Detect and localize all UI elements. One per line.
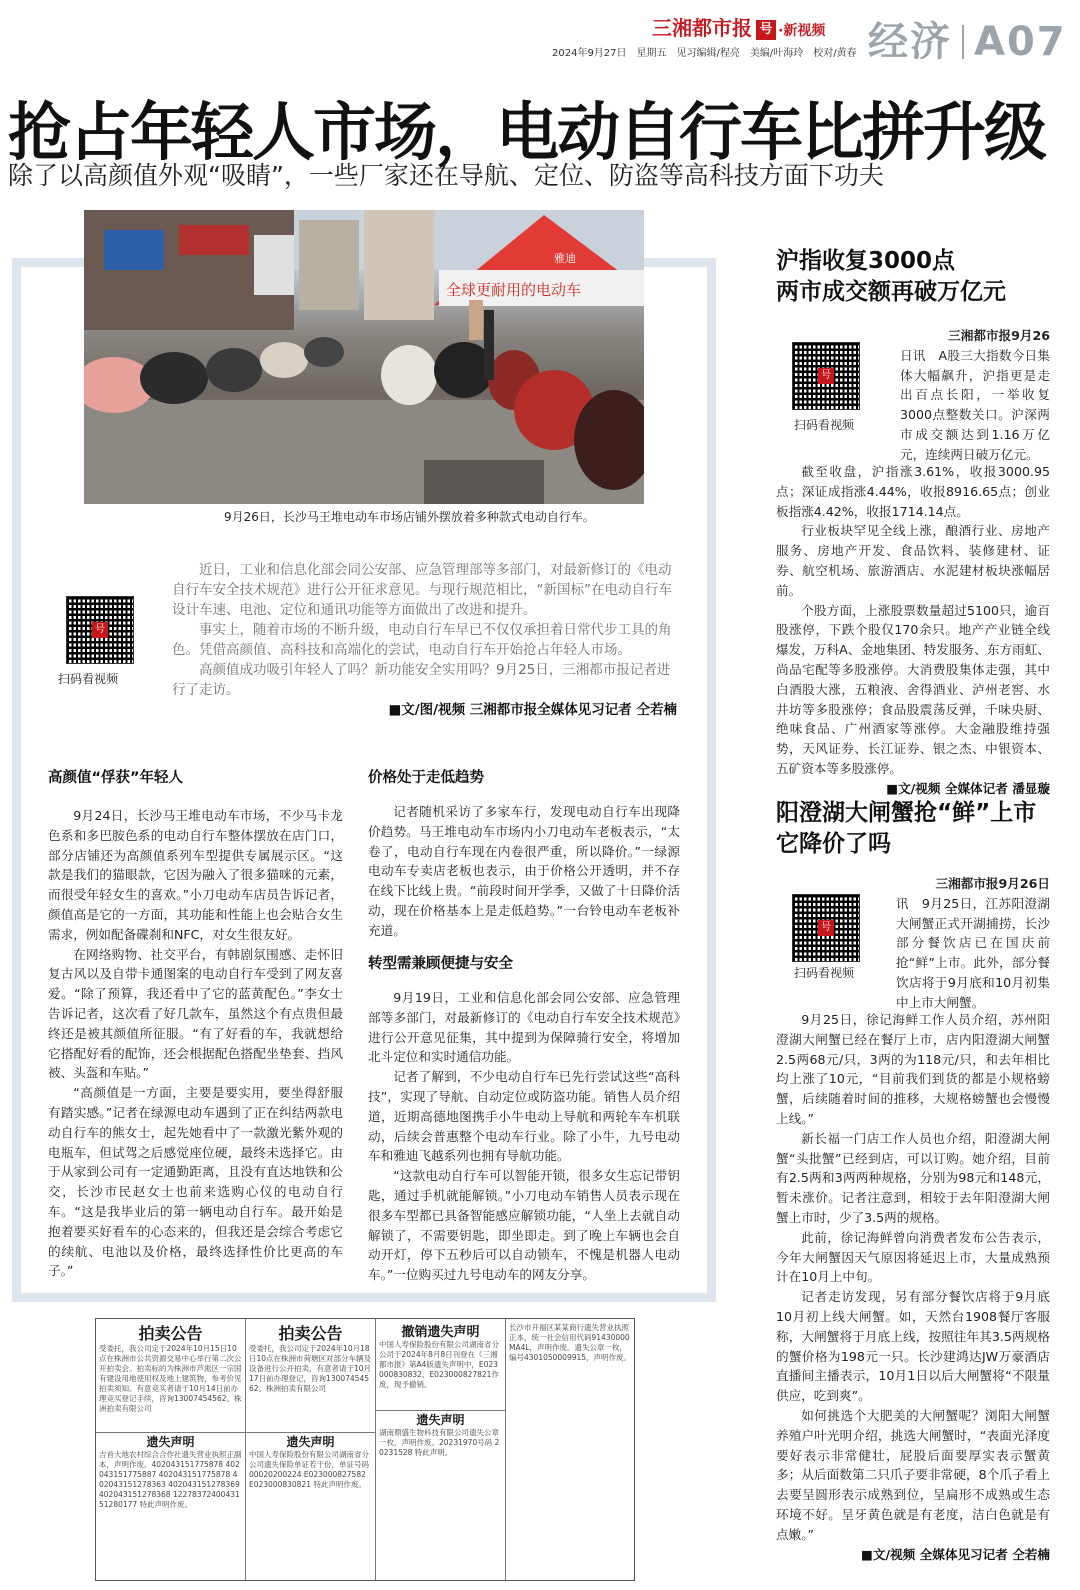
ad-column-1 — [96, 1319, 246, 1580]
story3-headline-line1: 阳澄湖大闸蟹抢“鲜”上市 — [776, 800, 1037, 826]
body-paragraph: 个股方面，上涨股票数量超过5100只，逾百股涨停，下跌个股仅170余只。地产产业链全线爆发，万科A、金地集团、特发服务、东方雨虹、尚品宅配等多股涨停。大消费股集体走强，其中白酒股大涨，五粮液、舍得酒业、泸州老窖、水井坊等多股涨停；食品股震荡反弹，千味央厨、绝味食品、广州酒家等涨停。大金融股维持强势，天风证券、长江证券、银之杰、中银资本、五矿资本等多股涨停。 — [776, 602, 1050, 776]
story2-dateline: 三湘都市报9月26 — [948, 328, 1050, 343]
mid-col-heading-2: 转型需兼顾便捷与安全 — [368, 956, 513, 972]
lead-paragraphs — [172, 560, 677, 720]
classified-ads — [95, 1318, 635, 1581]
section-label — [868, 10, 1067, 67]
body-paragraph: “高颜值是一方面，主要是要实用，要坐得舒服有踏实感。”记者在绿源电动车遇到了正在纠结两款电动自行车的熊女士，起先她看中了一款激光紫外观的电瓶车，但试驾之后感觉座位硬，最终未选择它。由于从家到公司有一定通勤距离，且没有直达地铁和公交，长沙市民赵女士也前来选购心仪的电动自行车。“这是我毕业后的第一辆电动自行车。最开始是抱着要买好看车的心态来的，但我还是会综合考虑它的续航、电池以及价格，最终选择性价比更高的车子。” — [48, 1085, 343, 1279]
qr-caption: 扫码看视频 — [794, 418, 855, 432]
qr-code-block[interactable] — [52, 588, 148, 684]
ad-subtitle: 遗失声明 — [96, 1432, 245, 1450]
body-paragraph: 此前，徐记海鲜曾向消费者发布公告表示，今年大闸蟹因天气原因将延迟上市，大量成熟预计在10月上中旬。 — [776, 1229, 1050, 1285]
ad-text: 湖南鼎盛生物科技有限公司遗失公章一枚，声明作废。20231970号码 20231528 特此声明。 — [379, 1428, 500, 1457]
body-paragraph: 记者了解到，不少电动自行车已先行尝试这些“高科技”，实现了导航、自动定位或防盗功能。销售人员介绍道，近期高德地图携手小牛电动上导航和两轮车车机联动，后续会普惠整个电动车行业。除了小牛，九号电动车和雅迪飞越系列也拥有导航功能。 — [368, 1069, 680, 1164]
body-paragraph: 记者随机采访了多家车行，发现电动自行车出现降价趋势。马王堆电动车市场内小刀电动车老板表示，“太卷了，电动自行车现在内卷很严重，所以降价。”一绿源电动车专卖店老板也表示，由于价格公开透明，并不存在线下比线上贵。“前段时间开学季，又做了十日降价活动，现在价格基本上是走低趋势。”一台铃电动车老板补充道。 — [368, 804, 680, 938]
story2-intro — [900, 326, 1050, 465]
body-paragraph: 9月25日，徐记海鲜工作人员介绍，苏州阳澄湖大闸蟹已经在餐厅上市，店内阳澄湖大闸蟹2.5两68元/只，3两的为118元/只，和去年相比均上涨了10元，“目前我们到货的都是小规格螃蟹，后续随着时间的推移，大规格螃蟹也会慢慢上线。” — [776, 1012, 1050, 1126]
story3-headline — [776, 798, 1036, 860]
section-divider — [962, 25, 964, 59]
body-paragraph: 截至收盘，沪指涨3.61%，收报3000.95点；深证成指涨4.44%，收报8916.65点；创业板指涨4.42%，收报1714.14点。 — [776, 464, 1050, 519]
qr-code-icon[interactable] — [66, 596, 134, 664]
story2-headline-line1: 沪指收复3000点 — [776, 248, 956, 274]
ad-column-2 — [246, 1319, 376, 1580]
photo-caption: 9月26日，长沙马王堆电动车市场店铺外摆放着多种款式电动自行车。 — [224, 510, 595, 524]
mid-col-heading-1: 价格处于走低趋势 — [368, 770, 484, 786]
qr-caption: 扫码看视频 — [794, 966, 855, 980]
issue-meta: 2024年9月27日 星期五 见习编辑/程亮 美编/叶海玲 校对/黄春 — [552, 48, 857, 59]
section-name: 经济 — [868, 19, 952, 65]
story3-qr-block[interactable] — [776, 888, 884, 988]
lead-paragraph: 高颜值成功吸引年轻人了吗？新功能安全实用吗？9月25日，三湘都市报记者进行了走访。 — [172, 662, 671, 698]
left-col-heading: 高颜值“俘获”年轻人 — [48, 770, 184, 786]
main-headline: 抢占年轻人市场，电动自行车比拼升级 — [8, 96, 1045, 169]
ad-text: 吉首大地农村综合合作社遗失营业执照正副本，声明作废。402043151775878 402043151775887 402043151775878 402043151278363 402043151278369 402043151278368 1227837240043151280177 特此声明作废。 — [99, 1450, 242, 1509]
body-paragraph: 在网络购物、社交平台，有韩剧氛围感、走怀旧复古风以及自带卡通图案的电动自行车受到了网友喜爱。“除了预算，我还看中了它的蓝黄配色。”李女士告诉记者，这次看了好几款车，虽然这个有点贵但最终还是被其颜值所征服。“有了好看的车，我就想给它搭配好看的配饰，还会根据配色搭配坐垫套、挡风被、头盔和车贴。” — [48, 946, 343, 1081]
story2-headline-line2: 两市成交额再破万亿元 — [776, 279, 1006, 305]
ad-title: 拍卖公告 — [278, 1324, 343, 1343]
lead-paragraph: 近日，工业和信息化部会同公安部、应急管理部等多部门，对最新修订的《电动自行车安全技术规范》进行公开征求意见。与现行规范相比，“新国标”在电动自行车设计车速、电池、定位和通讯功能等方面做出了改进和提升。 — [172, 562, 672, 618]
ad-text: 长沙市开福区某某商行遗失营业执照正本，统一社会信用代码91430000MA4L，声明作废。遗失公章一枚，编号4301050009915，声明作废。 — [509, 1323, 632, 1362]
paper-name: 三湘都市报 — [652, 16, 752, 40]
app-logo-icon: 号 — [756, 20, 776, 40]
main-subheadline: 除了以高颜值外观“吸睛”，一些厂家还在导航、定位、防盗等高科技方面下功夫 — [8, 161, 884, 190]
story3-intro — [896, 874, 1050, 1013]
page-number: A07 — [974, 19, 1067, 65]
story3-byline: ■文/视频 全媒体见习记者 仝若楠 — [861, 1546, 1050, 1562]
body-paragraph: “这款电动自行车可以智能开锁，很多女生忘记带钥匙，通过手机就能解锁。”小刀电动车销售人员表示现在很多车型都已具备智能感应解锁功能，“人坐上去就自动解锁了，不需要钥匙，即坐即走。到了晚上车辆也会自动开灯，停下五秒后可以自动锁车，不愧是机器人电动车。”一位购买过九号电动车的网友分享。 — [368, 1168, 680, 1283]
ad-column-3 — [376, 1319, 506, 1580]
qr-center-logo: 号 — [92, 622, 108, 638]
story2-headline — [776, 246, 1006, 308]
story2-qr-block[interactable] — [776, 336, 884, 436]
body-paragraph: 9月24日，长沙马王堆电动车市场，不少马卡龙色系和多巴胺色系的电动自行车整体摆放在店门口，部分店铺还为高颜值系列车型提供专属展示区。“这款是我们的猫眼款，它因为融入了很多猫咪的元素，而很受年轻女生的喜欢。”小刀电动车店员告诉记者，颜值高是它的一方面，其功能和性能上也会贴合女生需求，例如配备碟刹和NFC，对女生很友好。 — [48, 808, 343, 942]
left-col-body — [48, 806, 343, 1281]
newspaper-brand — [652, 12, 825, 41]
story3-body — [776, 1010, 1050, 1564]
body-paragraph: 9月19日，工业和信息化部会同公安部、应急管理部等多部门，对最新修订的《电动自行车安全技术规范》进行公开意见征集，其中提到为保障骑行安全，将增加北斗定位和实时通信功能。 — [368, 990, 680, 1065]
story3-intro-text: 讯 9月25日，江苏阳澄湖大闸蟹正式开湖捕捞，长沙部分餐饮店已在国庆前抢“鲜”上市。此外，部分餐饮店将于9月底和10月初集中上市大闸蟹。 — [896, 895, 1050, 1010]
body-paragraph: 记者走访发现，另有部分餐饮店将于9月底10月初上线大闸蟹。如，天然台1908餐厅客服称，大闸蟹将于月底上线，按照往年其3.5两规格的蟹价格为198元一只。长沙建鸿达JW万豪酒店直播间主播表示，10月1日以后大闸蟹将“不限量供应，吃到爽”。 — [776, 1289, 1050, 1404]
tent-brand: 雅迪 — [554, 253, 576, 265]
qr-center-logo: 号 — [818, 368, 834, 384]
story2-byline: ■文/视频 全媒体记者 潘显璇 — [886, 780, 1050, 796]
photo-illustration — [84, 210, 644, 504]
mid-col-body-1 — [368, 802, 680, 941]
lead-paragraph: 事实上，随着市场的不断升级，电动自行车早已不仅仅承担着日常代步工具的角色。凭借高颜值、高科技和高端化的尝试，电动自行车开始抢占年轻人市场。 — [172, 622, 672, 658]
ad-title: 拍卖公告 — [138, 1324, 203, 1343]
ad-subtitle: 遗失声明 — [246, 1432, 375, 1450]
qr-code-icon[interactable] — [792, 342, 860, 410]
story2-intro-text: 日讯 A股三大指数今日集体大幅飙升，沪指更是走出百点长阳，一举收复3000点整数关口。沪深两市成交额达到1.16万亿元，连续两日破万亿元。 — [900, 347, 1050, 462]
ad-text: 中国人寿保险股份有限公司湖南省分公司遗失保险单证若干份，单证号码00020200224 E023000827582 E023000830821 特此声明作废。 — [249, 1450, 369, 1489]
mid-col-body-2 — [368, 988, 680, 1285]
ad-text: 受委托，我公司定于2024年10月15日10点在株洲市公共资源交易中心举行第二次公开拍卖会。拍卖标的为株洲市芦淞区一宗国有建设用地使用权及地上建筑物，参考价见拍卖须知。有意竞买者请于10月14日前办理竞买登记手续，咨询13007454562。株洲拍卖有限公司 — [99, 1344, 242, 1413]
body-paragraph: 新长福一门店工作人员也介绍，阳澄湖大闸蟹“头批蟹”已经到店，可以订购。她介绍，目前有2.5两和3两两种规格，分别为98元和148元，暂未涨价。记者注意到，相较于去年阳澄湖大闸蟹上市时，少了3.5两的规格。 — [776, 1130, 1050, 1225]
body-paragraph: 如何挑选个大肥美的大闸蟹呢？浏阳大闸蟹养殖户叶光明介绍，挑选大闸蟹时，“表面光泽度要好表示非常健壮，屁股后面要厚实表示蟹黄多；从后面数第二只爪子要非常硬，8个爪子看上去要呈圆形表示成熟到位，呈扁形不成熟或生态环境不好。呈牙黄色就是有老度，洁白色就是有点嫩。” — [776, 1407, 1050, 1542]
lead-byline: ■文/图/视频 三湘都市报全媒体见习记者 仝若楠 — [388, 702, 677, 718]
ad-column-4 — [506, 1319, 636, 1580]
qr-center-logo: 号 — [818, 920, 834, 936]
story-photo — [84, 210, 644, 504]
body-paragraph: 行业板块罕见全线上涨，酿酒行业、房地产服务、房地产开发、食品饮料、装修建材、证券、航空机场、旅游酒店、水泥建材板块涨幅居前。 — [776, 523, 1050, 598]
ad-subtitle: 遗失声明 — [376, 1410, 505, 1428]
tent-slogan: 全球更耐用的电动车 — [446, 282, 582, 299]
qr-caption: 扫码看视频 — [58, 672, 119, 686]
qr-code-icon[interactable] — [792, 894, 860, 962]
app-name: ·新视频 — [778, 23, 826, 39]
ad-text: 受委托，我公司定于2024年10月18日10点在株洲市荷塘区对部分车辆及设备进行公开拍卖，有意者请于10月17日前办理登记，咨询13007454562。株洲拍卖有限公司 — [249, 1344, 372, 1393]
story3-dateline: 三湘都市报9月26日 — [935, 876, 1050, 891]
ad-title: 撤销遗失声明 — [401, 1325, 480, 1340]
story3-headline-line2: 它降价了吗 — [776, 831, 891, 857]
story2-body — [776, 462, 1050, 799]
ad-text: 中国人寿保险股份有限公司湖南省分公司于2024年8月8日刊登在《三湘都市报》第A4版遗失声明中，E023000830832、E023000827821作废，现予撤销。 — [379, 1340, 499, 1389]
